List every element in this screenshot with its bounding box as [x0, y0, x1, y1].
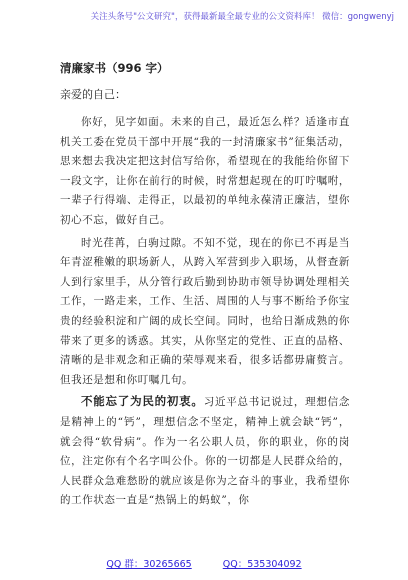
footer-qq-group: QQ 群：30265665 — [106, 559, 192, 570]
paragraph-2 — [60, 233, 350, 391]
document-title: 清廉家书（996 字） — [60, 61, 169, 75]
paragraph-3 — [60, 392, 350, 511]
paragraph-1 — [60, 112, 350, 231]
paragraph-lead: 不能忘了为民的初衷。 — [81, 394, 204, 409]
paragraph-text: 时光荏苒，白驹过隙。不知不觉，现在的你已不再是当年青涩稚嫩的职场新人，从跨入军营到步入职场，从督查新人到行家里手，从分管行政后勤到协助市领导协调处理相关工作，一路走来，工作、生活、周围的人与事不断给予你宝贵的经验积淀和广阔的成长空间。同时，也给日渐成熟的你带来了更多的诱惑。其实，从你坚定的党性、正直的品格、清晰的是非观念和正确的荣辱观来看，很多话都毋庸赘言。但我还是想和你叮嘱几句。 — [60, 236, 350, 386]
footer-contact — [0, 556, 408, 570]
paragraph-text: 习近平总书记说过，理想信念是精神上的“钙”，理想信念不坚定，精神上就会缺“钙”，就会得“软骨病”。作为一名公职人员，你的职业，你的岗位，注定你有个名字叫公仆。你的一切都是人民群众给的，人民群众急难愁盼的就应该是你为之奋斗的事业，我希望你的工作状态一直是“热锅上的蚂蚁”，你 — [60, 396, 350, 507]
salutation: 亲爱的自己： — [60, 88, 126, 101]
paragraph-text: 你好，见字如面。未来的自己，最近怎么样？适逢市直机关工委在党员干部中开展“我的一封清廉家书”征集活动，思来想去我决定把这封信写给你，希望现在的我能给你留下一段文字，让你在前行的时候，时常想起现在的叮咛嘱咐，一辈子行得端、走得正，以最初的单纯永葆清正廉洁，望你初心不忘，做好自己。 — [60, 116, 350, 226]
header-note: 关注头条号"公文研究"，获得最新最全最专业的公文资料库！ 微信：gongwenyj — [90, 12, 394, 22]
document-body — [60, 60, 350, 513]
footer-qq: QQ：535304092 — [222, 559, 302, 570]
